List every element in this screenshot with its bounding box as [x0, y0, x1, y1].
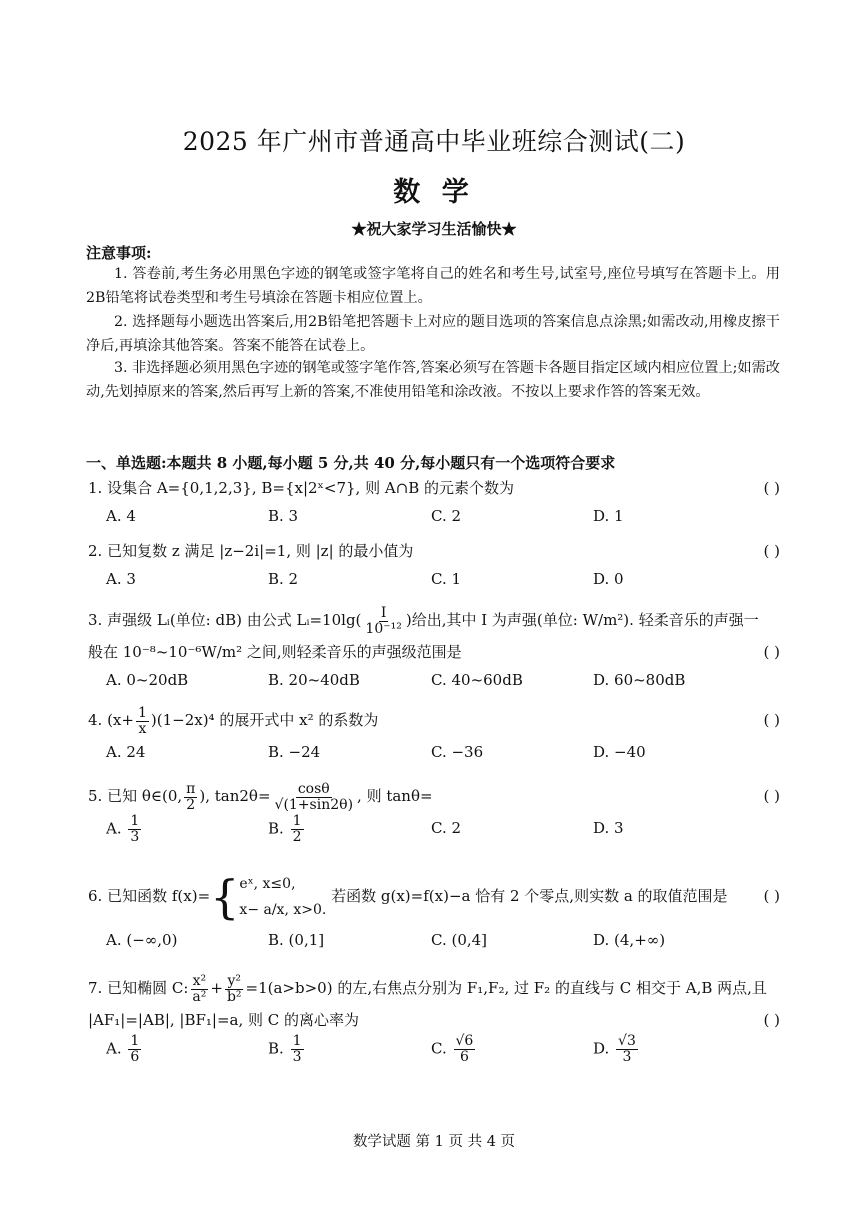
question-stem: 2. 已知复数 z 满足 |z−2i|=1, 则 |z| 的最小值为 [88, 542, 414, 560]
answer-paren: ( ) [763, 787, 780, 805]
option-a: A. $\frac{1}{3}$ [106, 813, 140, 845]
note-item: 1. 答卷前,考生务必用黑色字迹的钢笔或签字笔将自己的姓名和考生号,试室号,座位号填写在答题卡上。用2B铅笔将试卷类型和考生号填涂在答题卡相应位置上。 [86, 266, 780, 306]
option-b: B. $\frac{1}{3}$ [268, 1033, 302, 1065]
option-c: C. −36 [431, 743, 484, 761]
question-stem: 若函数 g(x)=f(x)−a 恰有 2 个零点,则实数 a 的取值范围是 [331, 887, 728, 905]
option-c: C. (0,4] [431, 931, 488, 949]
question-stem: 6. 已知函数 f(x)= [88, 887, 211, 905]
motto: ★祝大家学习生活愉快★ [351, 220, 517, 238]
option-c: C. 2 [431, 507, 462, 525]
option-b: B. 2 [268, 570, 299, 588]
piecewise-cases: eˣ, x≤0, x− a/x, x>0. [239, 876, 327, 918]
fraction: $\frac{\text{y²}}{\text{b²}}$ [226, 972, 242, 1005]
question-stem: |AF₁|=|AB|, |BF₁|=a, 则 C 的离心率为 [88, 1011, 360, 1029]
option-a: A. $\frac{1}{6}$ [106, 1033, 140, 1065]
option-d: D. 1 [593, 507, 624, 525]
question-stem: , 则 tanθ= [357, 787, 433, 805]
option-d: D. $\frac{√3}{3}$ [593, 1033, 636, 1065]
option-a: A. 4 [106, 507, 136, 525]
note-item: 3. 非选择题必须用黑色字迹的钢笔或签字笔作答,答案必须写在答题卡各题目指定区域内相应位置上;如需改动,先划掉原来的答案,然后再写上新的答案,不准使用铅笔和涂改液。不按以上要求作答的答案无效。 [86, 360, 780, 400]
question-stem: =1(a>b>0) 的左,右焦点分别为 F₁,F₂, 过 F₂ 的直线与 C 相交于 A,B 两点,且 [245, 979, 767, 997]
question-5 [88, 778, 788, 854]
question-3 [88, 602, 788, 694]
question-stem: )(1−2x)⁴ 的展开式中 x² 的系数为 [150, 711, 379, 729]
option-c: C. 2 [431, 819, 462, 837]
option-c: C. 40~60dB [431, 671, 523, 689]
question-stem: 4. (x+ [88, 711, 134, 729]
fraction: $\frac{I}{\text{10⁻¹²}}$ [365, 604, 402, 637]
left-brace: { [210, 870, 240, 924]
fraction: $\frac{\cos\theta}{√(1+\sin 2\theta)}$ [274, 780, 354, 813]
answer-paren: ( ) [763, 711, 780, 729]
fraction: $\frac{\text{x²}}{\text{a²}}$ [192, 972, 207, 1005]
answer-paren: ( ) [763, 1011, 780, 1029]
question-4 [88, 702, 788, 766]
option-c: C. $\frac{√6}{6}$ [431, 1033, 474, 1065]
option-d: D. (4,+∞) [593, 931, 666, 949]
answer-paren: ( ) [763, 479, 780, 497]
notes-heading: 注意事项: [86, 244, 152, 262]
option-a: A. 0~20dB [106, 671, 189, 689]
section-heading: 一、单选题:本题共 8 小题,每小题 5 分,共 40 分,每小题只有一个选项符合要求 [86, 454, 616, 472]
subject-heading: 数 学 [393, 177, 475, 208]
fraction: $\frac{1}{x}$ [137, 704, 147, 737]
page-footer: 数学试题 第 1 页 共 4 页 [352, 1134, 516, 1150]
question-1 [88, 474, 788, 530]
fraction: $\frac{\pi}{2}$ [186, 780, 196, 813]
question-stem: ), tan2θ= [199, 787, 271, 805]
option-d: D. 3 [593, 819, 624, 837]
exam-title: 2025 年广州市普通高中毕业班综合测试(二) [182, 127, 686, 156]
option-d: D. 60~80dB [593, 671, 686, 689]
question-6 [88, 866, 788, 954]
answer-paren: ( ) [763, 643, 780, 661]
option-b: B. (0,1] [268, 931, 325, 949]
question-stem: 1. 设集合 A={0,1,2,3}, B={x|2ˣ<7}, 则 A∩B 的元素个数为 [88, 479, 515, 497]
option-d: D. 0 [593, 570, 624, 588]
question-7: 7. 已知椭圆 C: $\frac{\text{x²}}{\text{a²}}$ + $\frac{\text{y²}}{\text{b²}}$ =1(a>b>0) 的左,右焦点分别为 F₁,F₂, 过 F₂ 的直线与 C 相交于 A,B 两点,且 |AF₁|=|AB|, |BF₁|=a, 则 C 的离心率为 ( ) A. $\frac{1}{6}$ B. $\frac{1}{3}$ C. $\frac{√6}{6}$ D. $\frac{√3}{3}$ [88, 972, 780, 1065]
question-stem: 7. 已知椭圆 C: [88, 979, 189, 997]
option-a: A. 3 [106, 570, 136, 588]
option-d: D. −40 [593, 743, 646, 761]
option-a: A. 24 [106, 743, 146, 761]
option-b: B. 3 [268, 507, 299, 525]
answer-paren: ( ) [763, 542, 780, 560]
question-stem: 3. 声强级 Lᵢ(单位: dB) 由公式 Lᵢ=10lg( [88, 611, 362, 629]
note-item: 2. 选择题每小题选出答案后,用2B铅笔把答题卡上对应的题目选项的答案信息点涂黑;如需改动,用橡皮擦干净后,再填涂其他答案。答案不能答在试卷上。 [86, 314, 780, 354]
question-stem: 5. 已知 θ∈(0, [88, 787, 183, 805]
option-b: B. $\frac{1}{2}$ [268, 813, 302, 845]
answer-paren: ( ) [763, 887, 780, 905]
option-b: B. −24 [268, 743, 321, 761]
option-b: B. 20~40dB [268, 671, 360, 689]
option-c: C. 1 [431, 570, 462, 588]
question-2 [88, 537, 788, 593]
question-stem: )给出,其中 I 为声强(单位: W/m²). 轻柔音乐的声强一 [405, 611, 759, 629]
option-a: A. (−∞,0) [106, 931, 178, 949]
question-stem: 般在 10⁻⁸~10⁻⁶W/m² 之间,则轻柔音乐的声强级范围是 [88, 643, 462, 661]
